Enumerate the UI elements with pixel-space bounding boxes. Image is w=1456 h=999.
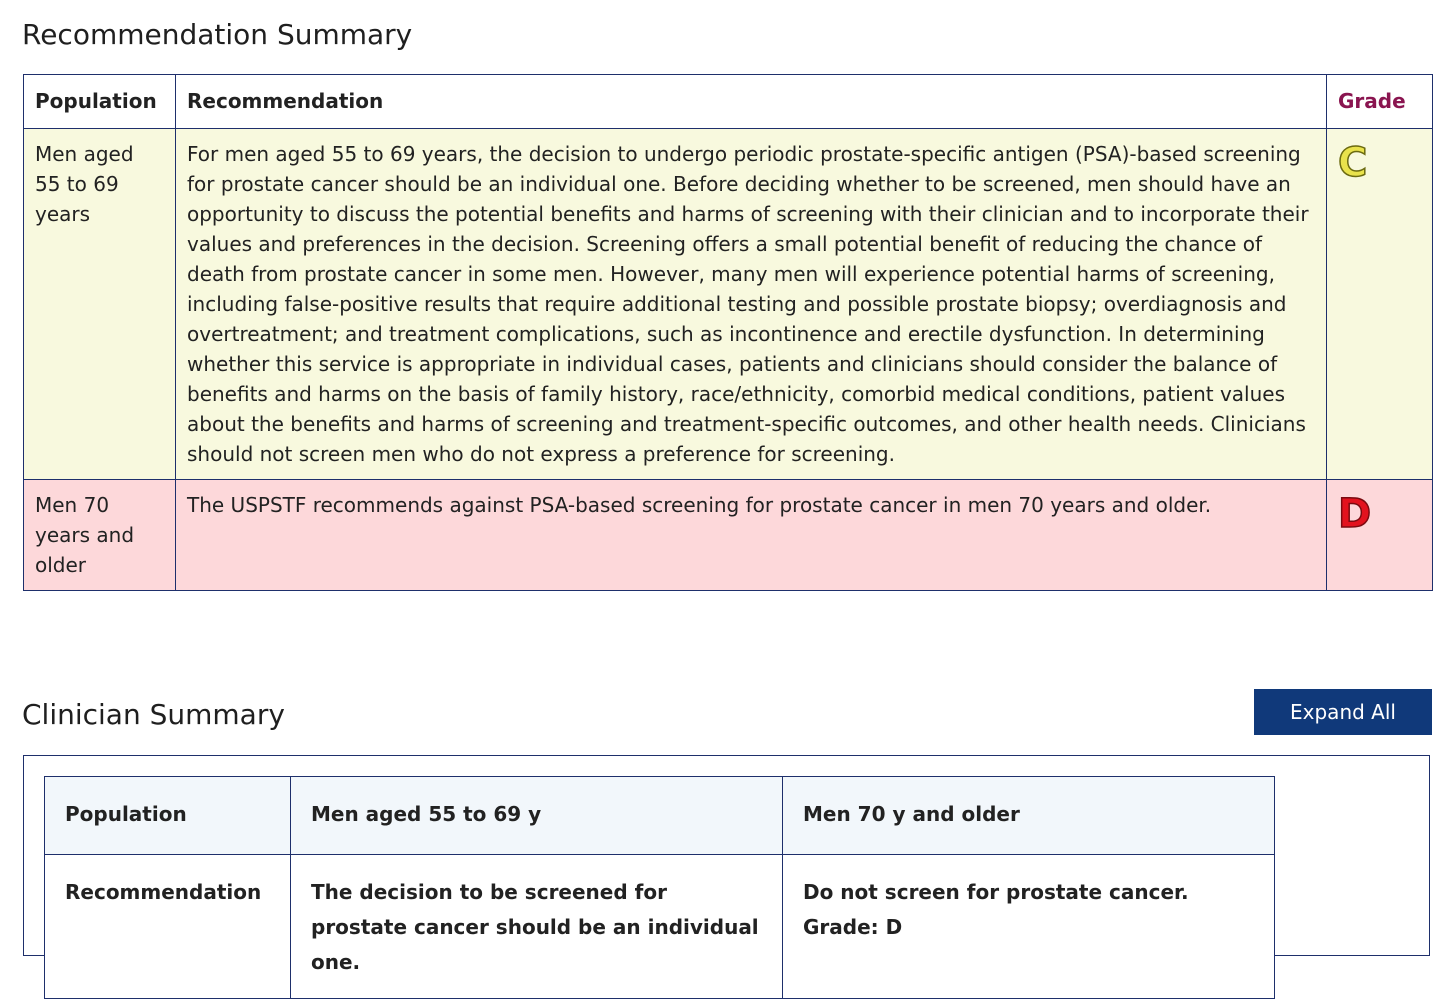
clinician-recommendation-70-older: [783, 855, 1275, 999]
population-cell: Men 70 years and older: [24, 480, 176, 591]
clinician-summary-panel: [23, 755, 1430, 974]
clinician-summary-table: [44, 776, 1275, 999]
recommendation-cell: The USPSTF recommends against PSA-based screening for prostate cancer in men 70 years and older.: [176, 480, 1327, 591]
clinician-header-row: [45, 777, 1275, 855]
clinician-grade-d: Grade: D: [803, 915, 903, 939]
clinician-recommendation-55-69: The decision to be screened for prostate cancer should be an individual one.: [291, 855, 783, 999]
population-header: Population: [24, 75, 176, 129]
grade-header: Grade: [1327, 75, 1433, 129]
table-row: [24, 129, 1433, 480]
grade-d-icon: D: [1338, 491, 1372, 537]
grade-cell: [1327, 129, 1433, 480]
clinician-col-men-70-older: Men 70 y and older: [783, 777, 1275, 855]
population-cell: Men aged 55 to 69 years: [24, 129, 176, 480]
grade-cell: [1327, 480, 1433, 591]
recommendation-header: Recommendation: [176, 75, 1327, 129]
grade-c-icon: C: [1338, 140, 1368, 186]
clinician-population-label: Population: [45, 777, 291, 855]
clinician-col-men-55-69: Men aged 55 to 69 y: [291, 777, 783, 855]
table-header-row: [24, 75, 1433, 129]
table-row: [24, 480, 1433, 591]
recommendation-summary-title: Recommendation Summary: [22, 18, 413, 51]
clinician-recommendation-70-text: Do not screen for prostate cancer.: [803, 880, 1189, 904]
recommendation-cell: For men aged 55 to 69 years, the decision to undergo periodic prostate-specific antigen (PSA)-based screening for prostate cancer should be an individual one. Before deciding whether to be screened, men should have an opportunity to discuss the potential benefits and harms of screening with their clinician and to incorporate their values and preferences in the decision. Screening offers a small potential benefit of reducing the chance of death from prostate cancer in some men. However, many men will experience potential harms of screening, including false-positive results that require additional testing and possible prostate biopsy; overdiagnosis and overtreatment; and treatment complications, such as incontinence and erectile dysfunction. In determining whether this service is appropriate in individual cases, patients and clinicians should consider the balance of benefits and harms on the basis of family history, race/ethnicity, comorbid medical conditions, patient values about the benefits and harms of screening and treatment-specific outcomes, and other health needs. Clinicians should not screen men who do not express a preference for screening.: [176, 129, 1327, 480]
clinician-recommendation-row: [45, 855, 1275, 999]
expand-all-button[interactable]: Expand All: [1254, 689, 1432, 735]
clinician-recommendation-label: Recommendation: [45, 855, 291, 999]
recommendation-summary-table: [23, 74, 1433, 591]
clinician-summary-title: Clinician Summary: [22, 698, 285, 731]
